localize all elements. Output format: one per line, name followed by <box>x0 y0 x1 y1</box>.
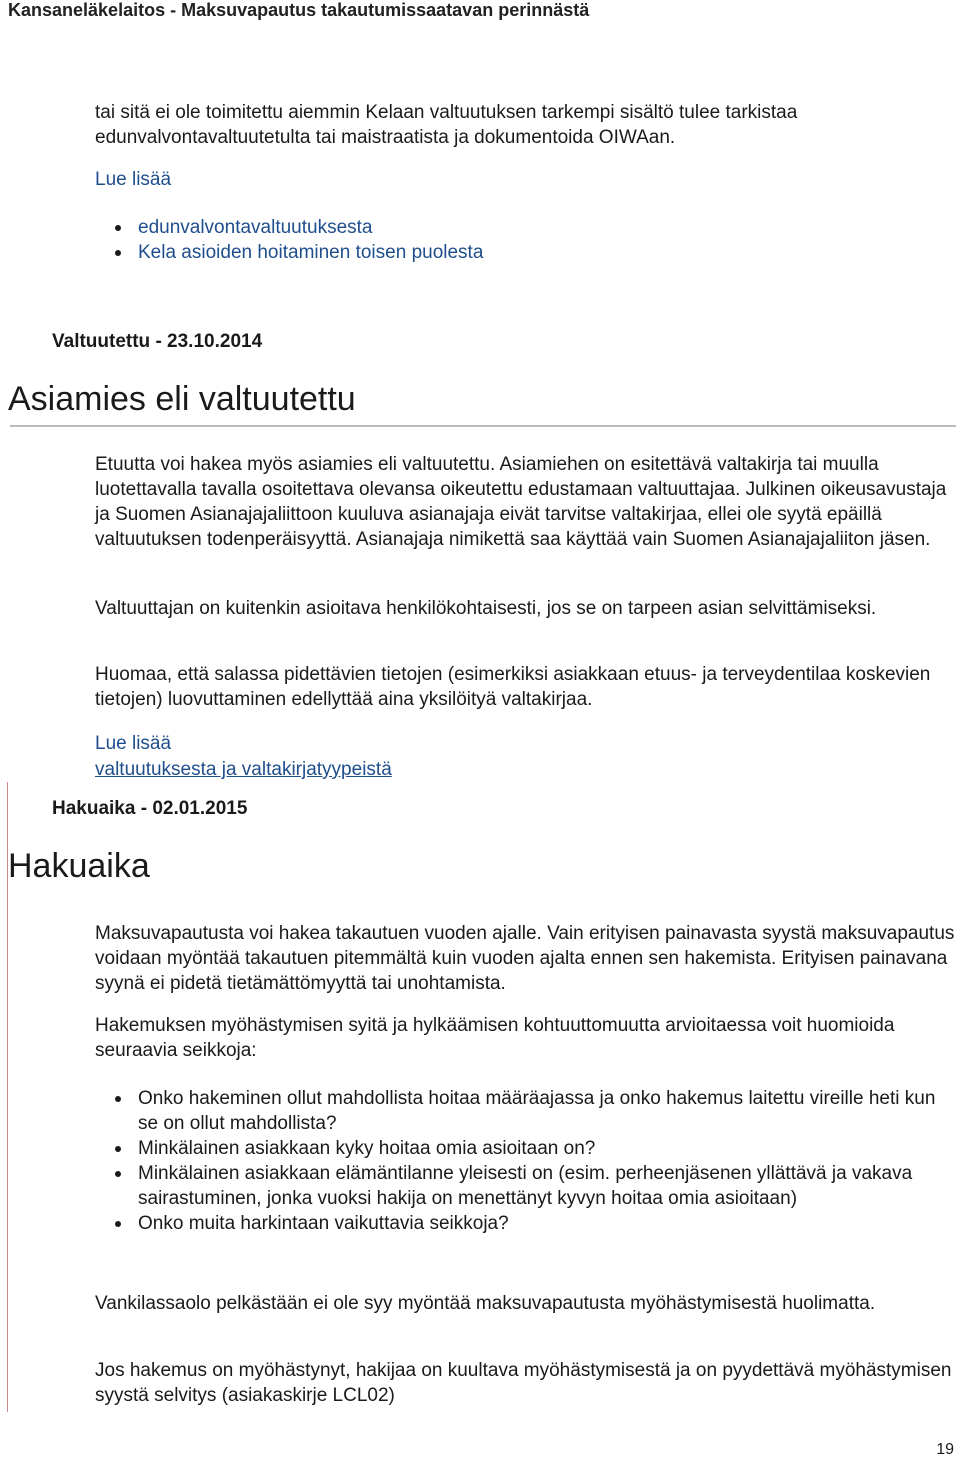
paragraph: Vankilassaolo pelkästään ei ole syy myöntää maksuvapautusta myöhästymisestä huolimatta. <box>95 1293 876 1314</box>
consideration-list <box>95 1086 955 1236</box>
read-more-label: Lue lisää <box>95 733 172 754</box>
bullet-icon <box>115 225 121 231</box>
list-item-text: Onko muita harkintaan vaikuttavia seikkoja? <box>138 1213 509 1234</box>
bullet-icon <box>115 1146 121 1152</box>
page-number: 19 <box>936 1441 954 1458</box>
intro-paragraph: tai sitä ei ole toimitettu aiemmin Kelaan valtuutuksen tarkempi sisältö tulee tarkistaa edunvalvontavaltuutetulta tai maistraatista ja dokumentoida OIWAan. <box>95 102 798 148</box>
list-item-text: Onko hakeminen ollut mahdollista hoitaa määräajassa ja onko hakemus laitettu vireille heti kun se on ollut mahdollista? <box>138 1088 936 1134</box>
section-meta: Valtuutettu - 23.10.2014 <box>52 331 263 352</box>
document-header: Kansaneläkelaitos - Maksuvapautus takautumissaatavan perinnästä <box>8 0 590 20</box>
link-kela-asioiden-hoitaminen[interactable]: Kela asioiden hoitaminen toisen puolesta <box>138 242 484 263</box>
heading-divider <box>10 425 956 427</box>
bullet-icon <box>115 1096 121 1102</box>
list-item <box>95 1211 955 1236</box>
section-heading: Asiamies eli valtuutettu <box>8 380 356 418</box>
list-item[interactable] <box>95 240 483 265</box>
link-list <box>95 215 483 265</box>
bullet-icon <box>115 1171 121 1177</box>
list-item <box>95 1086 955 1136</box>
bullet-icon <box>115 1221 121 1227</box>
list-item[interactable] <box>95 215 483 240</box>
paragraph: Etuutta voi hakea myös asiamies eli valtuutettu. Asiamiehen on esitettävä valtakirja tai muulla luotettavalla tavalla osoitettava olevansa oikeutettu edustamaan valtuuttajaa. Julkinen oikeusavustaja ja Suomen Asianajajaliittoon kuuluva asianajaja eivät tarvitse valtakirjaa, ellei ole syytä epäillä valtuutuksen todenperäisyyttä. Asianajaja nimikettä saa käyttää vain Suomen Asianajajaliiton jäsen. <box>95 454 947 550</box>
paragraph: Maksuvapautusta voi hakea takautuen vuoden ajalle. Vain erityisen painavasta syystä maksuvapautus voidaan myöntää takautuen pitemmältä kuin vuoden ajalta ennen sen hakemista. Erityisen painavana syynä ei pidetä tietämättömyyttä tai unohtamista. <box>95 923 955 994</box>
paragraph: Valtuuttajan on kuitenkin asioitava henkilökohtaisesti, jos se on tarpeen asian selvittämiseksi. <box>95 598 877 619</box>
list-item-text: Minkälainen asiakkaan kyky hoitaa omia asioitaan on? <box>138 1138 596 1159</box>
read-more-label: Lue lisää <box>95 169 172 190</box>
paragraph: Huomaa, että salassa pidettävien tietojen (esimerkiksi asiakkaan etuus- ja terveydentilaa koskevien tietojen) luovuttaminen edellyttää aina yksilöityä valtakirjaa. <box>95 664 931 710</box>
section-heading: Hakuaika <box>8 847 150 885</box>
link-valtuutus-valtakirjatyypit[interactable]: valtuutuksesta ja valtakirjatyypeistä <box>95 759 392 780</box>
paragraph: Hakemuksen myöhästymisen syitä ja hylkäämisen kohtuuttomuutta arvioitaessa voit huomioida seuraavia seikkoja: <box>95 1015 895 1061</box>
list-item <box>95 1161 955 1211</box>
section-meta: Hakuaika - 02.01.2015 <box>52 798 248 819</box>
paragraph: Jos hakemus on myöhästynyt, hakijaa on kuultava myöhästymisestä ja on pyydettävä myöhästymisen syystä selvitys (asiakaskirje LCL02) <box>95 1360 952 1406</box>
bullet-icon <box>115 250 121 256</box>
list-item <box>95 1136 955 1161</box>
link-edunvalvontavaltuutus[interactable]: edunvalvontavaltuutuksesta <box>138 217 373 238</box>
list-item-text: Minkälainen asiakkaan elämäntilanne yleisesti on (esim. perheenjäsenen yllättävä ja vakava sairastuminen, jonka vuoksi hakija on menettänyt kyvyn hoitaa omia asioitaan) <box>138 1163 913 1209</box>
